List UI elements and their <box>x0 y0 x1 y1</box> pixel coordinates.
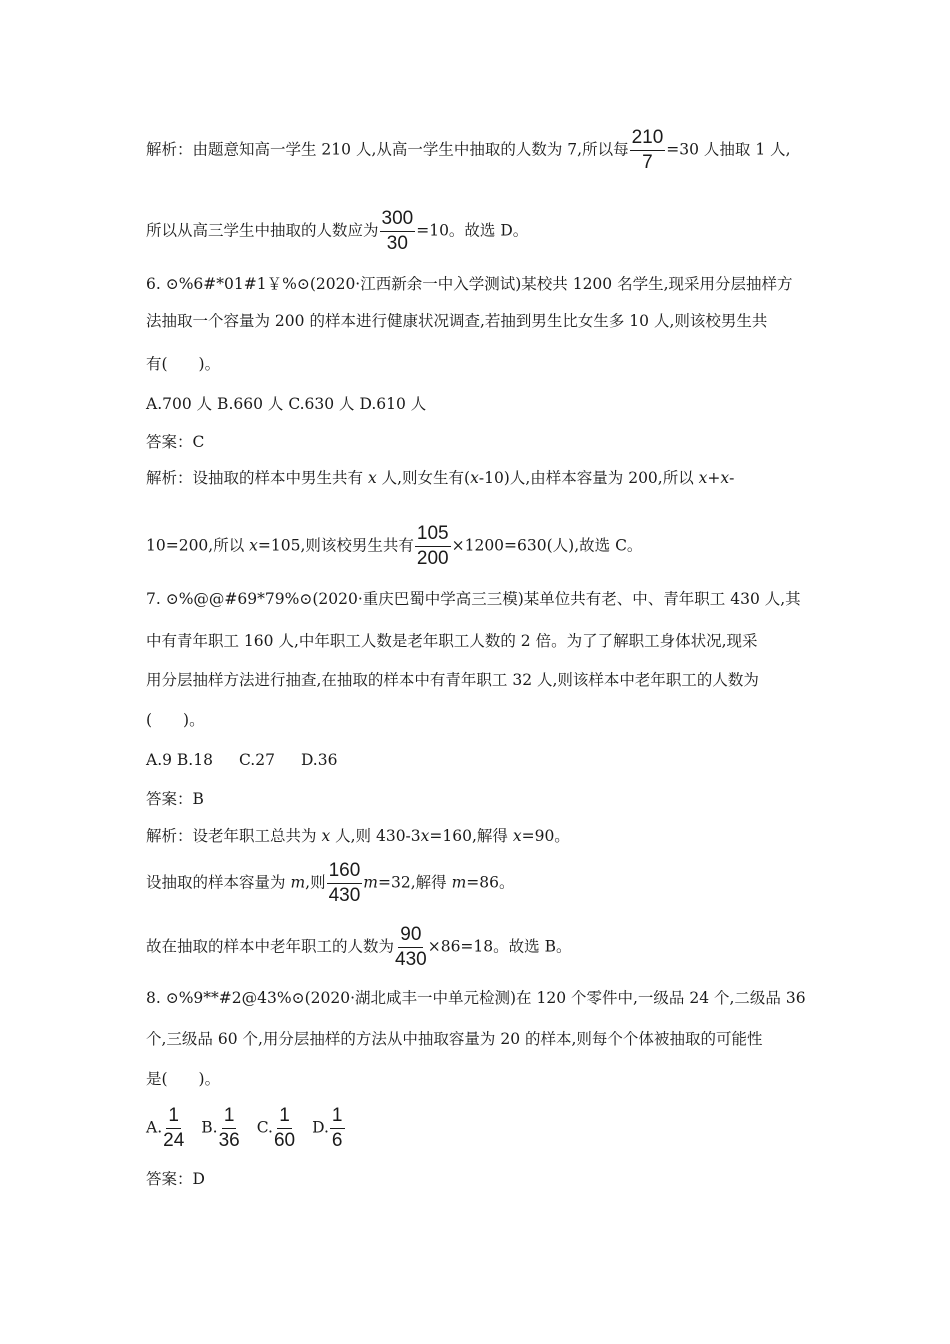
fraction-denominator: 430 <box>395 949 427 970</box>
solution-text: + <box>707 469 721 487</box>
option-b-fraction <box>219 1105 240 1152</box>
fraction-numerator: 1 <box>222 1105 237 1129</box>
fraction-numerator: 1 <box>330 1105 345 1129</box>
fraction-denominator: 36 <box>218 1130 240 1151</box>
fraction-denominator: 6 <box>331 1130 343 1151</box>
solution-text: =86。 <box>466 873 515 892</box>
fraction <box>395 924 427 971</box>
solution-text: 设抽取的样本容量为 <box>146 873 291 892</box>
option-c: C.27 <box>238 751 275 769</box>
solution-text: ,则 <box>305 873 326 892</box>
question-8-answer: 答案：D <box>146 1170 205 1188</box>
option-b: B.18 <box>176 751 213 769</box>
question-7-solution-line <box>146 860 514 907</box>
fraction-denominator: 60 <box>273 1130 296 1151</box>
question-7-stem-line: 7. ⊙%@@#69*79%⊙(2020·重庆巴蜀中学高三三模)某单位共有老、中、青年职工 430 人,其 <box>146 590 801 608</box>
solution-text: =105,则该校男生共有 <box>257 536 414 555</box>
fraction-denominator: 24 <box>163 1130 185 1151</box>
fraction-denominator: 200 <box>416 548 449 569</box>
solution-text: 人,则女生有( <box>376 469 471 487</box>
fraction-numerator: 300 <box>380 208 416 232</box>
option-c-label: C. <box>256 1118 273 1137</box>
solution-text: =32,解得 <box>377 873 452 892</box>
option-a-label: A. <box>146 1118 163 1137</box>
variable-x: x <box>512 827 522 845</box>
fraction-denominator: 430 <box>328 885 361 906</box>
variable-x: x <box>470 469 479 487</box>
variable-x: x <box>698 469 708 487</box>
fraction-denominator: 7 <box>642 152 653 173</box>
fraction <box>630 127 666 174</box>
fraction-numerator: 1 <box>166 1105 181 1129</box>
solution-text: - <box>729 469 735 487</box>
solution-text: ×86=18。故选 B。 <box>427 937 572 956</box>
variable-x: x <box>720 469 730 487</box>
variable-m: m <box>451 873 467 892</box>
solution-text: 解析：设抽取的样本中男生共有 <box>146 469 368 487</box>
question-8-stem-line: 8. ⊙%9**#2@43%⊙(2020·湖北咸丰一中单元检测)在 120 个零件中,一级品 24 个,二级品 36 <box>146 989 806 1007</box>
question-7-stem-line: ( )。 <box>146 711 205 729</box>
solution-text: 人,则 430-3 <box>330 827 421 845</box>
fraction <box>380 208 416 255</box>
fraction-numerator: 1 <box>277 1105 292 1129</box>
fraction-numerator: 90 <box>398 924 423 948</box>
question-7-options <box>146 749 337 771</box>
question-7-stem-line: 中有青年职工 160 人,中年职工人数是老年职工人数的 2 倍。为了了解职工身体状况,现采 <box>146 632 758 650</box>
question-6-stem-line: 法抽取一个容量为 200 的样本进行健康状况调查,若抽到男生比女生多 10 人,则该校男生共 <box>146 312 768 330</box>
solution-text: =30 人抽取 1 人, <box>666 140 791 159</box>
question-6-solution-line <box>146 523 642 570</box>
fraction-numerator: 160 <box>327 860 363 884</box>
question-8-options <box>146 1105 346 1152</box>
option-b-label: B. <box>201 1118 218 1137</box>
option-d-fraction <box>330 1105 345 1152</box>
question-6-solution-line <box>146 467 734 489</box>
option-d-label: D. <box>312 1118 329 1137</box>
solution-text: 10=200,所以 <box>146 536 250 555</box>
solution-text: =10。故选 D。 <box>416 221 529 240</box>
variable-m: m <box>363 873 378 892</box>
fraction-numerator: 210 <box>630 127 666 151</box>
question-7-solution-line <box>146 924 571 971</box>
question-6-answer: 答案：C <box>146 433 205 451</box>
option-a-fraction <box>163 1105 184 1152</box>
solution-line <box>146 127 791 174</box>
fraction-denominator: 30 <box>386 233 408 254</box>
option-c-fraction <box>274 1105 295 1152</box>
variable-x: x <box>367 469 377 487</box>
question-6-stem-line: 6. ⊙%6#*01#1￥%⊙(2020·江西新余一中入学测试)某校共 1200 名学生,现采用分层抽样方 <box>146 275 793 293</box>
solution-text: 解析：设老年职工总共为 <box>146 827 322 845</box>
question-8-stem-line: 个,三级品 60 个,用分层抽样的方法从中抽取容量为 20 的样本,则每个个体被抽取的可能性 <box>146 1030 763 1048</box>
variable-m: m <box>290 873 306 892</box>
question-6-options: A.700 人 B.660 人 C.630 人 D.610 人 <box>146 395 427 413</box>
question-7-solution-line <box>146 825 570 847</box>
fraction <box>415 523 451 570</box>
solution-text: =160,解得 <box>429 827 513 845</box>
solution-text: ×1200=630(人),故选 C。 <box>451 536 643 555</box>
solution-text: 故在抽取的样本中老年职工的人数为 <box>146 937 395 956</box>
variable-x: x <box>420 827 430 845</box>
fraction <box>327 860 363 907</box>
question-8-stem-line: 是( )。 <box>146 1070 221 1088</box>
question-7-stem-line: 用分层抽样方法进行抽查,在抽取的样本中有青年职工 32 人,则该样本中老年职工的人数为 <box>146 671 759 689</box>
variable-x: x <box>321 827 331 845</box>
solution-text: =90。 <box>521 827 570 845</box>
solution-line <box>146 208 528 255</box>
variable-x: x <box>249 536 258 555</box>
solution-text: 所以从高三学生中抽取的人数应为 <box>146 221 379 240</box>
solution-text: 解析：由题意知高一学生 210 人,从高一学生中抽取的人数为 7,所以每 <box>146 140 629 159</box>
fraction-numerator: 105 <box>415 523 451 547</box>
option-d: D.36 <box>300 751 338 769</box>
question-6-stem-line: 有( )。 <box>146 355 221 373</box>
option-a: A.9 <box>146 751 172 769</box>
solution-text: -10)人,由样本容量为 200,所以 <box>478 469 699 487</box>
question-7-answer: 答案：B <box>146 790 204 808</box>
